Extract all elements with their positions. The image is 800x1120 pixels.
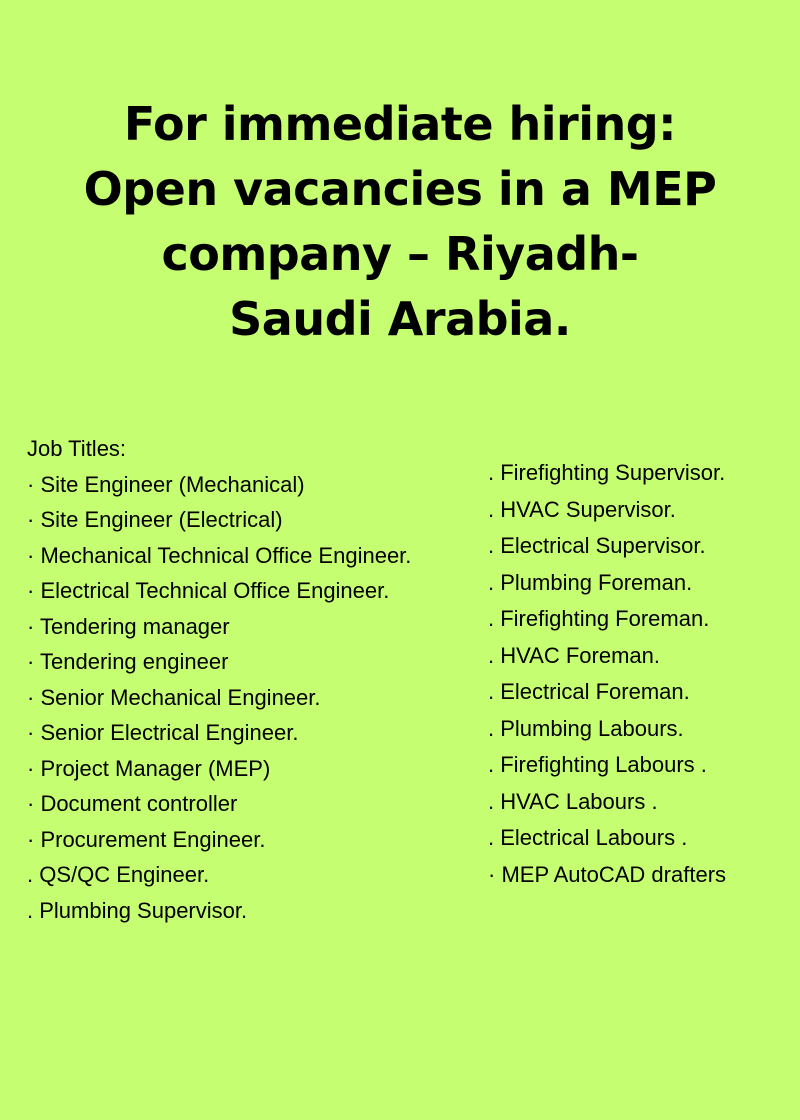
- headline-line: Open vacancies in a MEP: [83, 162, 717, 216]
- job-title-item: · Mechanical Technical Office Engineer.: [27, 542, 412, 568]
- job-title-item: · Document controller: [27, 791, 238, 816]
- job-titles-right-column: [488, 455, 726, 893]
- job-title-item: . Firefighting Supervisor.: [488, 460, 726, 485]
- job-title-item: · Senior Mechanical Engineer.: [27, 684, 321, 710]
- headline-line: For immediate hiring:: [123, 97, 677, 151]
- job-title-item: . Plumbing Foreman.: [488, 569, 693, 595]
- headline-line: company – Riyadh-: [161, 227, 639, 281]
- headline-line: Saudi Arabia.: [229, 292, 571, 346]
- job-title-item: . QS/QC Engineer.: [27, 862, 210, 887]
- job-title-item: . Plumbing Labours.: [488, 715, 684, 741]
- job-title-item: · MEP AutoCAD drafters: [488, 861, 727, 887]
- job-titles-heading: Job Titles:: [27, 436, 127, 461]
- job-title-item: . Firefighting Foreman.: [488, 606, 710, 631]
- job-title-item: · Electrical Technical Office Engineer.: [27, 578, 390, 603]
- job-title-item: · Tendering manager: [27, 613, 230, 639]
- job-title-item: . Electrical Supervisor.: [488, 533, 706, 558]
- job-title-item: . Plumbing Supervisor.: [27, 897, 248, 923]
- job-title-item: . Firefighting Labours .: [488, 752, 707, 777]
- job-title-item: · Site Engineer (Mechanical): [27, 471, 305, 497]
- job-title-item: · Project Manager (MEP): [27, 755, 271, 781]
- job-title-item: · Procurement Engineer.: [27, 826, 266, 852]
- job-title-item: . Electrical Labours .: [488, 825, 688, 850]
- job-title-item: · Site Engineer (Electrical): [27, 507, 283, 532]
- job-title-item: . HVAC Foreman.: [488, 642, 660, 668]
- job-title-item: . Electrical Foreman.: [488, 679, 690, 704]
- headline: [30, 92, 770, 352]
- job-titles-left-column: [27, 431, 411, 928]
- job-title-item: · Tendering engineer: [27, 649, 229, 674]
- job-title-item: · Senior Electrical Engineer.: [27, 720, 299, 745]
- job-title-item: . HVAC Supervisor.: [488, 496, 676, 522]
- job-title-item: . HVAC Labours .: [488, 788, 658, 814]
